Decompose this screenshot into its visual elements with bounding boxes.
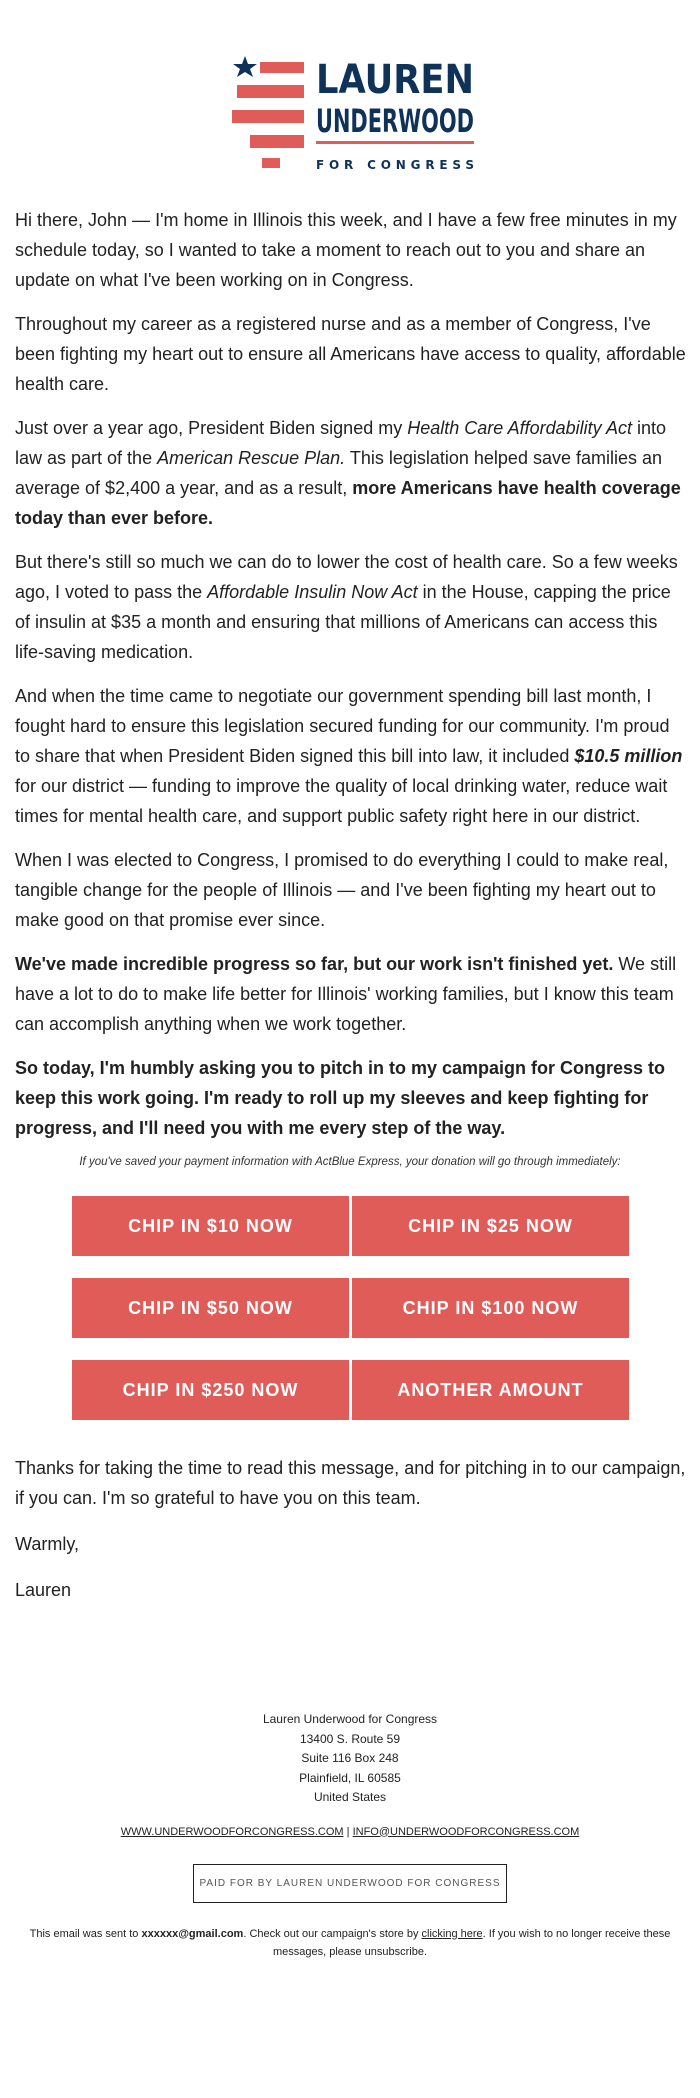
paragraph-promise: When I was elected to Congress, I promised to do everything I could to make real, tangible change for the people of Illinois — and I've been fighting my heart out to make good on that promise ever since.: [15, 850, 669, 930]
chip-in-100-button[interactable]: CHIP IN $100 NOW: [352, 1278, 629, 1338]
signature-name: Lauren: [15, 1580, 72, 1600]
campaign-logo: [232, 56, 476, 170]
address-line: Plainfield, IL 60585: [299, 1770, 401, 1785]
thanks-text: Thanks for taking the time to read this message, and for pitching in to our campaign, if you can. I'm so grateful to have you on this team.: [15, 1458, 686, 1508]
email-link[interactable]: INFO@UNDERWOODFORCONGRESS.COM: [352, 1825, 580, 1838]
email-body: [15, 205, 687, 1157]
fine-print: This email was sent to xxxxxx@gmail.com. Check out our campaign's store by clicking here. If you wish to no longer receive these messages, please unsubscribe.: [29, 1927, 671, 1958]
chip-in-250-button[interactable]: CHIP IN $250 NOW: [72, 1360, 349, 1420]
paid-for-disclaimer: PAID FOR BY LAUREN UNDERWOOD FOR CONGRESS: [193, 1864, 506, 1903]
chip-in-10-button[interactable]: CHIP IN $10 NOW: [72, 1196, 349, 1256]
paragraph-ask: So today, I'm humbly asking you to pitch in to my campaign for Congress to keep this work going. I'm ready to roll up my sleeves and keep fighting for progress, and I'll need you with me every step of the way.: [15, 1058, 666, 1138]
chip-in-50-button[interactable]: CHIP IN $50 NOW: [72, 1278, 349, 1338]
closing: [15, 1453, 687, 1621]
paragraph-funding: And when the time came to negotiate our government spending bill last month, I fought hard to ensure this legislation secured funding for our community. I'm proud to share that when President Biden signed this bill into law, it included $10.5 million for our district — funding to improve the quality of local drinking water, reduce wait times for mental health care, and support public safety right here in our district.: [15, 686, 683, 826]
signoff: Warmly,: [15, 1534, 79, 1554]
address-line: Suite 116 Box 248: [301, 1751, 399, 1765]
website-link[interactable]: WWW.UNDERWOODFORCONGRESS.COM: [120, 1825, 344, 1838]
mailing-address: [0, 1710, 700, 1808]
paragraph-insulin: But there's still so much we can do to lower the cost of health care. So a few weeks ago, I voted to pass the Affordable Insulin Now Act in the House, capping the price of insulin at $35 a month and ensuring that millions of Americans can access this life-saving medication.: [15, 552, 678, 662]
paragraph-aca: Just over a year ago, President Biden signed my Health Care Affordability Act into law as part of the American Rescue Plan. This legislation helped save families an average of $2,400 a year, and as a result, more Americans have health coverage today than ever before.: [15, 418, 681, 528]
footer: [0, 1710, 700, 1961]
address-line: United States: [313, 1790, 387, 1804]
store-link[interactable]: clicking here: [421, 1927, 483, 1940]
paragraph-progress: We've made incredible progress so far, but our work isn't finished yet. We still have a lot to do to make life better for Illinois' working families, but I know this team can accomplish anything when we work together.: [15, 954, 677, 1034]
paragraph-career: Throughout my career as a registered nurse and as a member of Congress, I've been fighting my heart out to ensure all Americans have access to quality, affordable health care.: [15, 314, 686, 394]
logo-line3: FOR CONGRESS: [316, 158, 474, 172]
logo-line2: UNDERWOOD: [316, 102, 474, 140]
logo-line1: LAUREN: [316, 57, 474, 103]
address-line: Lauren Underwood for Congress: [262, 1712, 438, 1726]
donation-buttons: [72, 1196, 629, 1420]
chip-in-25-button[interactable]: CHIP IN $25 NOW: [352, 1196, 629, 1256]
actblue-note: If you've saved your payment information with ActBlue Express, your donation will go through immediately:: [79, 1156, 621, 1168]
another-amount-button[interactable]: ANOTHER AMOUNT: [352, 1360, 629, 1420]
link-separator: |: [343, 1825, 353, 1838]
address-line: 13400 S. Route 59: [299, 1731, 401, 1746]
paragraph-greeting: Hi there, John — I'm home in Illinois this week, and I have a few free minutes in my schedule today, so I wanted to take a moment to reach out to you and share an update on what I've been working on in Congress.: [15, 210, 677, 290]
footer-links: [0, 1826, 700, 1838]
